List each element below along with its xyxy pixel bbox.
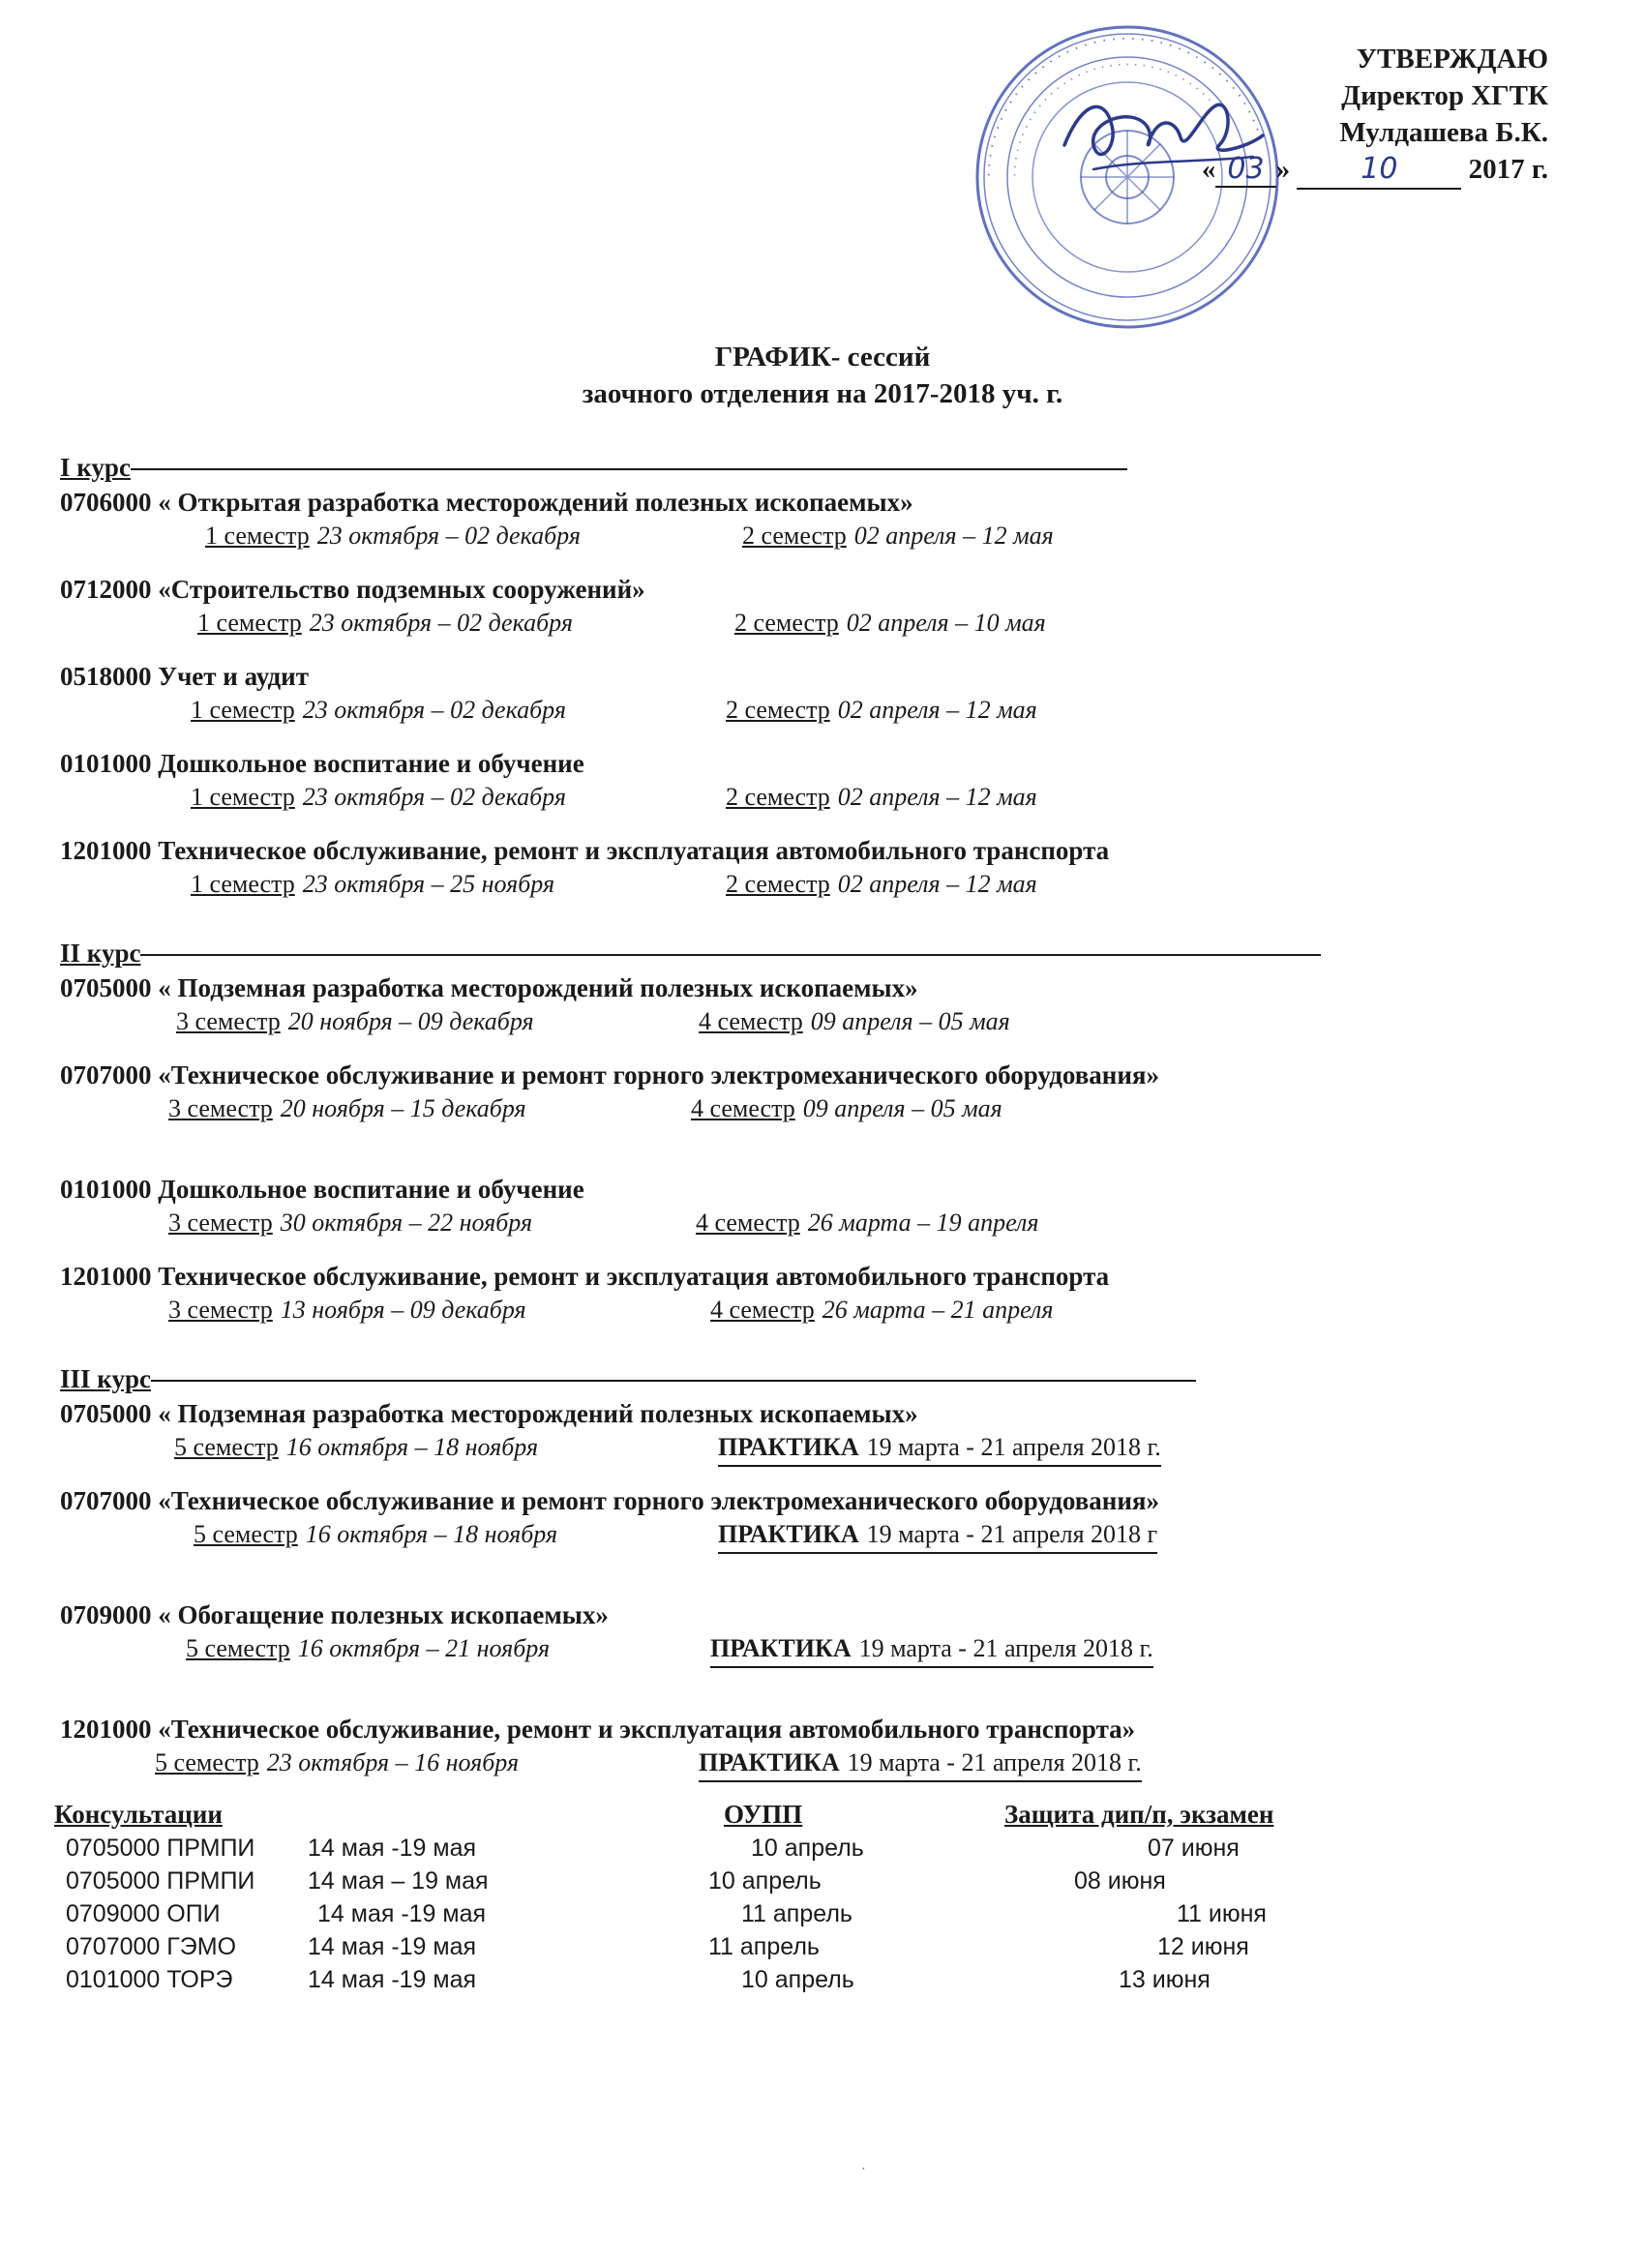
spec-block xyxy=(60,1713,1589,1780)
course-heading-1: I курс xyxy=(60,451,1589,484)
session-schedule xyxy=(60,445,1589,1780)
quote-open: « xyxy=(1201,154,1216,185)
svg-text:· · · · · · · · · · · · · · ·: · · · · · · · · · · · · · · · · · · · · · · · · · · · · · · · · · · xyxy=(1007,57,1221,178)
consultation-header-row xyxy=(54,1800,1602,1835)
footer-mark: · xyxy=(861,2163,866,2177)
spec-block xyxy=(60,1484,1589,1552)
semester-row: 1 семестр 23 октября – 02 декабря 2 семестр 02 апреля – 12 мая xyxy=(205,522,1054,550)
practice-label: ПРАКТИКА xyxy=(718,1433,859,1461)
semester-row: 1 семестр 23 октября – 02 декабря 2 семестр 02 апреля – 12 мая xyxy=(191,696,1037,724)
semester-row: 1 семестр 23 октября – 02 декабря 2 семестр 02 апреля – 10 мая xyxy=(197,609,1046,637)
spec-title: 0518000 Учет и аудит xyxy=(60,662,310,691)
spec-title: 0707000 «Техническое обслуживание и ремонт горного электромеханического оборудования» xyxy=(60,1486,1160,1515)
header-defense: Защита дип/п, экзамен xyxy=(1004,1800,1274,1829)
page-title xyxy=(0,339,1645,412)
spec-block xyxy=(60,834,1589,902)
spec-title: 0101000 Дошкольное воспитание и обучение xyxy=(60,749,584,778)
spec-title: 0709000 « Обогащение полезных ископаемых» xyxy=(60,1600,609,1629)
table-row: 0707000 ГЭМО 14 мая -19 мая 11 апрель 12 июня xyxy=(66,1933,1249,1960)
semester-row: 1 семестр 23 октября – 02 декабря 2 семестр 02 апреля – 12 мая xyxy=(191,783,1037,811)
spec-title: 1201000 Техническое обслуживание, ремонт и эксплуатация автомобильного транспорта xyxy=(60,1262,1110,1291)
spec-block xyxy=(60,1397,1589,1465)
spec-title: 1201000 «Техническое обслуживание, ремонт и эксплуатация автомобильного транспорта» xyxy=(60,1715,1136,1744)
spec-title: 1201000 Техническое обслуживание, ремонт и эксплуатация автомобильного транспорта xyxy=(60,836,1110,865)
quote-close: » xyxy=(1275,154,1291,185)
table-row: 0705000 ПРМПИ 14 мая – 19 мая 10 апрель 08 июня xyxy=(66,1867,1166,1895)
spec-title: 0712000 «Строительство подземных сооружений» xyxy=(60,575,645,604)
approval-position: Директор ХГТК xyxy=(1341,80,1548,111)
semester-row: 5 семестр 16 октября – 21 ноября ПРАКТИКА 19 марта - 21 апреля 2018 г. xyxy=(60,1631,1589,1666)
approval-month: 10 xyxy=(1361,152,1398,186)
spec-block xyxy=(60,486,1589,553)
table-row: 0709000 ОПИ 14 мая -19 мая 11 апрель 11 июня xyxy=(66,1900,1267,1927)
semester-row: 3 семестр 20 ноября – 15 декабря 4 семестр 09 апреля – 05 мая xyxy=(168,1094,1002,1122)
semester-row: 5 семестр 16 октября – 18 ноября ПРАКТИКА 19 марта - 21 апреля 2018 г xyxy=(60,1517,1589,1552)
spec-block xyxy=(60,573,1589,641)
semester-row: 3 семестр 30 октября – 22 ноября 4 семестр 26 марта – 19 апреля xyxy=(168,1209,1039,1237)
header-consultations: Консультации xyxy=(54,1800,223,1829)
spec-title: 0101000 Дошкольное воспитание и обучение xyxy=(60,1175,584,1204)
spec-block xyxy=(60,1173,1589,1240)
approval-year: 2017 г. xyxy=(1468,154,1548,185)
spec-title: 0705000 « Подземная разработка месторождений полезных ископаемых» xyxy=(60,1399,918,1428)
spec-block xyxy=(60,660,1589,728)
approval-name: Мулдашева Б.К. xyxy=(1339,117,1548,148)
spec-block xyxy=(60,1260,1589,1328)
course-heading-2: II курс xyxy=(60,937,1589,970)
practice-label: ПРАКТИКА xyxy=(718,1520,859,1548)
spec-block xyxy=(60,1059,1589,1126)
semester-row: 5 семестр 16 октября – 18 ноября ПРАКТИКА 19 марта - 21 апреля 2018 г. xyxy=(60,1430,1589,1465)
approval-block xyxy=(1202,41,1548,190)
svg-text:· · · · · · · · · · · · · · ·: · · · · · · · · · · · · · · · · · · · · · · · · · · · · · · · · · · · · · · · · · · xyxy=(979,29,1270,178)
approval-heading: УТВЕРЖДАЮ xyxy=(1356,44,1548,75)
semester-row: 3 семестр 13 ноября – 09 декабря 4 семестр 26 марта – 21 апреля xyxy=(168,1296,1054,1324)
table-row: 0705000 ПРМПИ 14 мая -19 мая 10 апрель 07 июня xyxy=(66,1835,1240,1862)
practice-label: ПРАКТИКА xyxy=(710,1634,852,1662)
spec-block xyxy=(60,971,1589,1039)
spec-block xyxy=(60,1598,1589,1666)
title-line-2: заочного отделения на 2017-2018 уч. г. xyxy=(582,378,1063,409)
spec-title: 0705000 « Подземная разработка месторождений полезных ископаемых» xyxy=(60,973,918,1002)
spec-block xyxy=(60,747,1589,815)
semester-row: 1 семестр 23 октября – 25 ноября 2 семестр 02 апреля – 12 мая xyxy=(191,870,1037,898)
title-line-1: ГРАФИК- сессий xyxy=(714,342,931,373)
consultation-table xyxy=(54,1800,1602,1999)
approval-day: 03 xyxy=(1215,152,1275,188)
spec-title: 0706000 « Открытая разработка месторождений полезных ископаемых» xyxy=(60,488,913,517)
spec-title: 0707000 «Техническое обслуживание и ремонт горного электромеханического оборудования» xyxy=(60,1060,1160,1089)
semester-row: 5 семестр 23 октября – 16 ноября ПРАКТИКА 19 марта - 21 апреля 2018 г. xyxy=(60,1746,1589,1780)
header-oupp: ОУПП xyxy=(724,1800,803,1829)
course-heading-3: III курс xyxy=(60,1362,1589,1395)
practice-label: ПРАКТИКА xyxy=(699,1748,840,1776)
table-row: 0101000 ТОРЭ 14 мая -19 мая 10 апрель 13 июня xyxy=(66,1966,1211,1993)
semester-row: 3 семестр 20 ноября – 09 декабря 4 семестр 09 апреля – 05 мая xyxy=(176,1007,1010,1035)
approval-date xyxy=(1202,151,1548,190)
